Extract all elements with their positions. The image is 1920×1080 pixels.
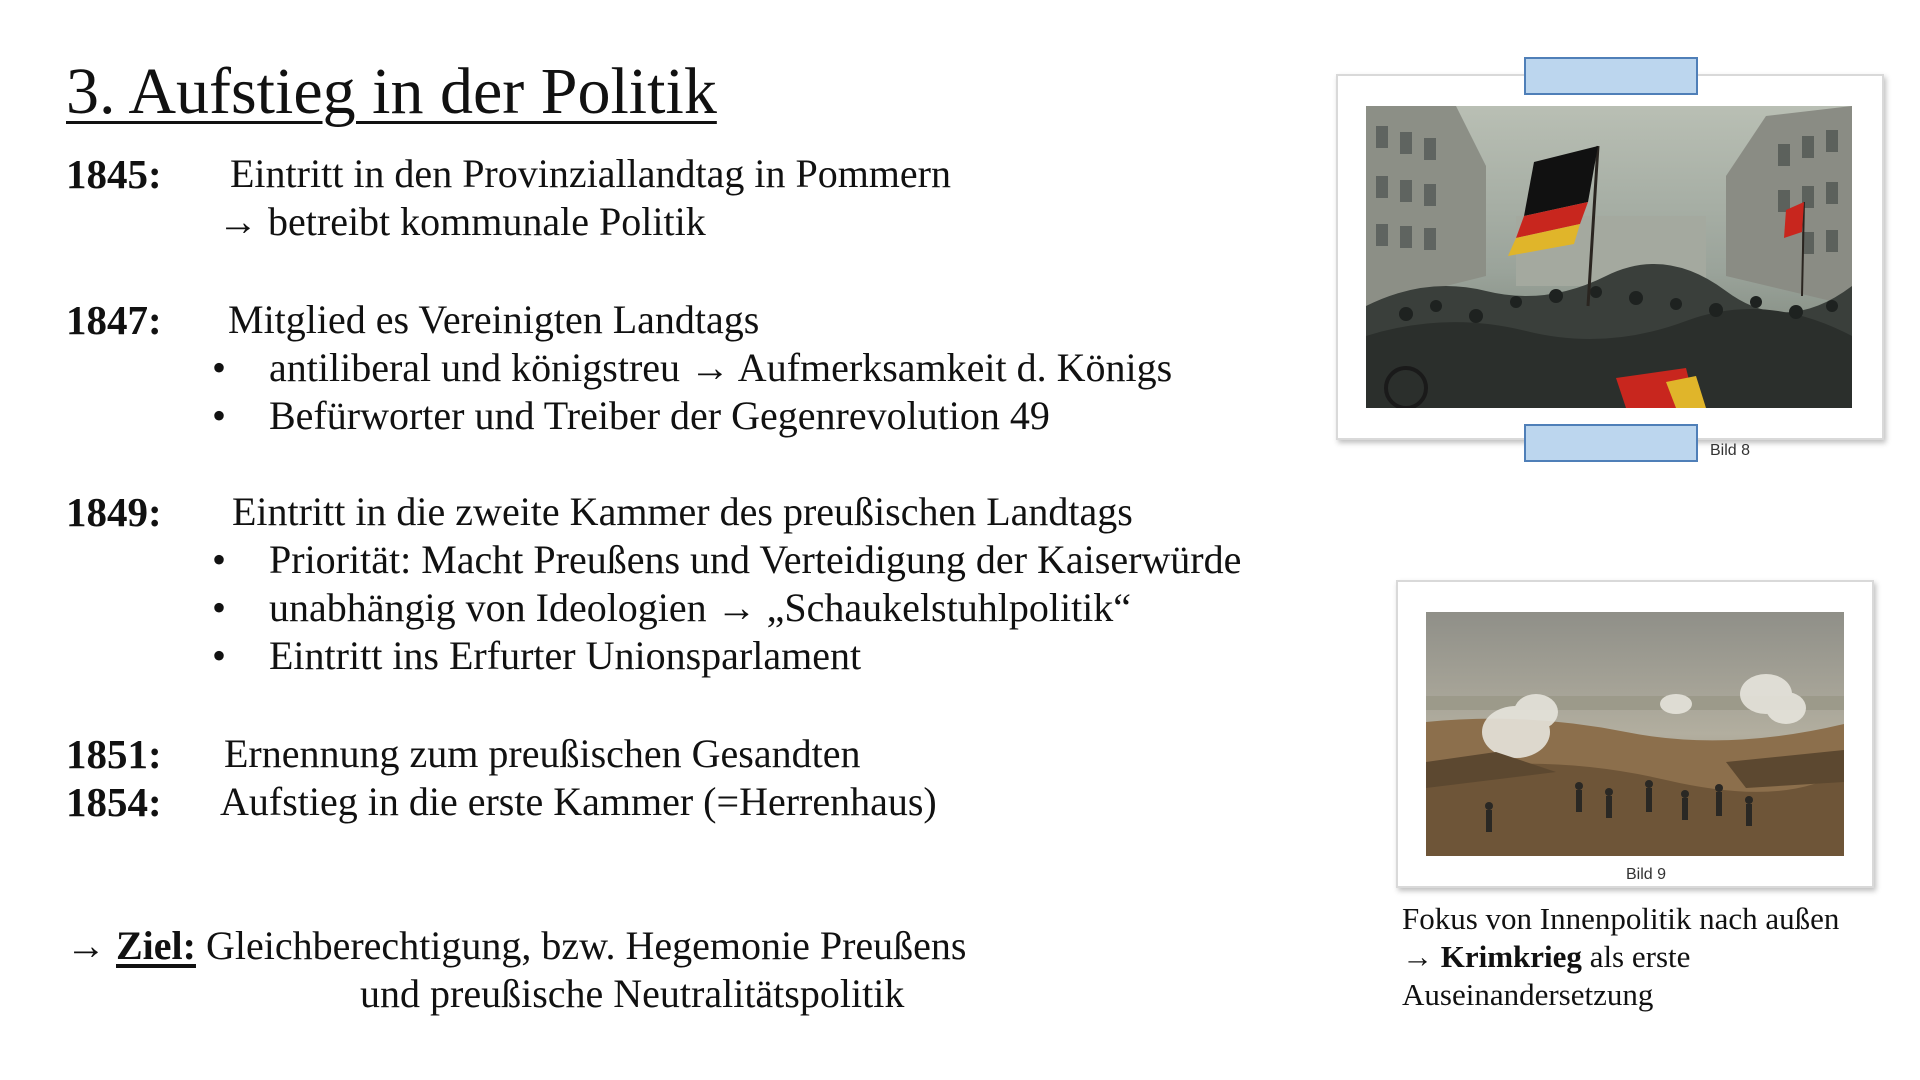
caption-box-top-bild8 (1524, 57, 1698, 95)
bullet-dot: • (212, 585, 227, 630)
goal-label: Ziel: (116, 923, 196, 968)
bullet-text: Befürworter und Treiber der Gegenrevolution 49 (269, 393, 1050, 438)
side-note-line2 (1402, 938, 1902, 976)
goal-text-1: Gleichberechtigung, bzw. Hegemonie Preußens (205, 923, 967, 968)
image-label-bild8: Bild 8 (1710, 442, 1751, 459)
side-note-bold: Krimkrieg (1440, 939, 1582, 974)
side-note (1402, 900, 1902, 1014)
entry-text-1851: Ernennung zum preußischen Gesandten (224, 731, 861, 776)
bullet-dot: • (212, 633, 227, 678)
goal-line (66, 922, 966, 970)
caption-box-bottom-bild8 (1524, 424, 1698, 462)
bullet-text: Priorität: Macht Preußens und Verteidigung der Kaiserwürde (269, 537, 1242, 582)
image-frame-bild8 (1336, 74, 1884, 440)
side-note-arrow: → (1402, 939, 1433, 974)
image-frame-bild9 (1396, 580, 1874, 888)
entry-text-1845: Eintritt in den Provinziallandtag in Pommern (230, 151, 951, 196)
entry-year-1854: 1854: (66, 779, 162, 825)
bullet-dot: • (212, 393, 227, 438)
entry-year-1849: 1849: (66, 489, 162, 535)
bullet-dot: • (212, 345, 227, 390)
page-title: 3. Aufstieg in der Politik (66, 55, 717, 128)
bullet-text: unabhängig von Ideologien → „Schaukelstuhlpolitik“ (269, 585, 1132, 630)
revolution-barricade-painting-icon (1366, 106, 1852, 408)
entry-text-1849: Eintritt in die zweite Kammer des preußischen Landtags (232, 489, 1133, 534)
entry-text-1854: Aufstieg in die erste Kammer (=Herrenhaus) (220, 779, 937, 824)
side-note-rest: als erste (1581, 939, 1691, 974)
goal-text-2: und preußische Neutralitätspolitik (360, 971, 905, 1016)
bullet-text: antiliberal und königstreu → Aufmerksamkeit d. Königs (269, 345, 1173, 390)
image-label-bild9: Bild 9 (1626, 866, 1667, 883)
entry-year-1845: 1845: (66, 151, 162, 197)
entry-year-1847: 1847: (66, 297, 162, 343)
crimean-war-battle-painting-icon (1426, 612, 1844, 856)
goal-arrow: → (66, 923, 106, 968)
side-note-line3: Auseinandersetzung (1402, 977, 1654, 1012)
bullet-text: Eintritt ins Erfurter Unionsparlament (269, 633, 862, 678)
side-note-line1: Fokus von Innenpolitik nach außen (1402, 901, 1840, 936)
entry-text-1847: Mitglied es Vereinigten Landtags (228, 297, 760, 342)
entry-year-1851: 1851: (66, 731, 162, 777)
entry-sub-1845: → betreibt kommunale Politik (218, 199, 706, 244)
bullet-dot: • (212, 537, 227, 582)
